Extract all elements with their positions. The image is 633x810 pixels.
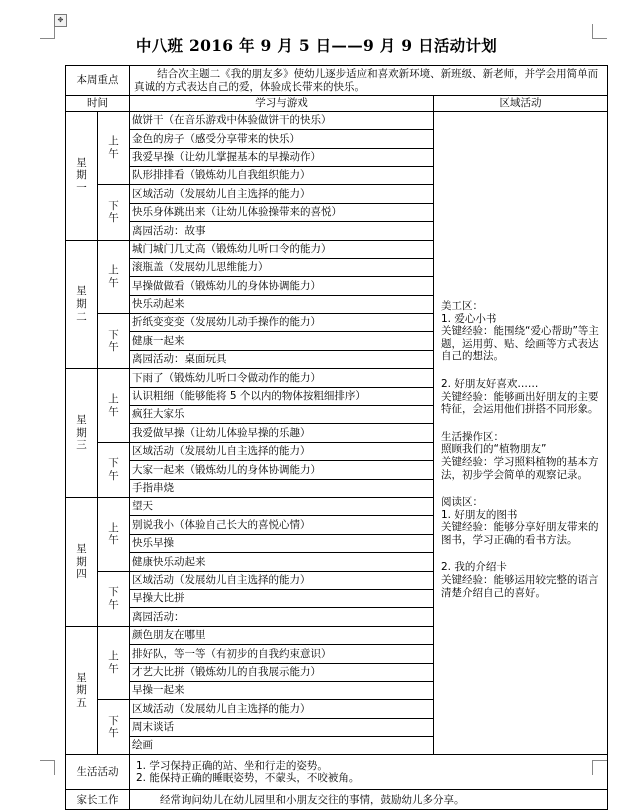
life-text — [130, 755, 608, 790]
header-row — [66, 96, 608, 112]
activity-item: 早操大比拼 — [130, 589, 434, 607]
region-line: 美工区： — [441, 299, 483, 312]
header-study: 学习与游戏 — [130, 96, 434, 112]
activity-item: 离园活动：故事 — [130, 222, 434, 240]
day-label: 星 期 五 — [66, 626, 98, 755]
life-item: 1. 学习保持正确的站、坐和行走的姿势。 — [136, 759, 328, 772]
region-line: 关键经验：学习照料植物的基本方法，初步学会简单的观察记录。 — [441, 455, 599, 481]
region-line: 2. 好朋友好喜欢…… — [441, 377, 539, 390]
activity-item: 滚瓶盖（发展幼儿思维能力） — [130, 258, 434, 276]
morning-label: 上 午 — [98, 369, 130, 443]
activity-item: 我爱做早操（让幼儿体验早操的乐趣） — [130, 424, 434, 442]
activity-item: 做饼干（在音乐游戏中体验做饼干的快乐） — [130, 111, 434, 129]
region-line: 关键经验：能够画出好朋友的主要特征，会运用他们拼搭不同形象。 — [441, 390, 599, 416]
activity-item: 别说我小（体验自己长大的喜悦心情） — [130, 516, 434, 534]
activity-item: 快乐动起来 — [130, 295, 434, 313]
focus-text: 结合次主题二《我的朋友多》使幼儿逐步适应和喜欢新环境、新班级、新老师，并学会用简单而真诚的方式表达自己的爱，体验成长带来的快乐。 — [130, 66, 608, 96]
activity-item: 绘画 — [130, 737, 434, 755]
activity-item: 区域活动（发展幼儿自主选择的能力） — [130, 700, 434, 718]
region-line: 关键经验：能够运用较完整的语言清楚介绍自己的喜好。 — [441, 574, 599, 599]
day-label: 星 期 三 — [66, 369, 98, 498]
day-label: 星 期 二 — [66, 240, 98, 369]
activity-item: 大家一起来（锻炼幼儿的身体协调能力） — [130, 461, 434, 479]
activity-item: 区域活动（发展幼儿自主选择的能力） — [130, 185, 434, 203]
activity-item: 下雨了（锻炼幼儿听口令做动作的能力） — [130, 369, 434, 387]
morning-label: 上 午 — [98, 626, 130, 700]
parent-label: 家长工作 — [66, 790, 130, 810]
activity-item: 快乐早操 — [130, 534, 434, 552]
activity-item: 折纸变变变（发展幼儿动手操作的能力） — [130, 314, 434, 332]
page-corner-mark — [40, 760, 55, 775]
day-label: 星 期 四 — [66, 497, 98, 626]
afternoon-label: 下 午 — [98, 185, 130, 240]
activity-item: 望天 — [130, 497, 434, 515]
activity-item: 健康一起来 — [130, 332, 434, 350]
activity-row — [66, 111, 608, 129]
activity-item: 才艺大比拼（锻炼幼儿的自我展示能力） — [130, 663, 434, 681]
page-title: 中八班 2016 年 9 月 5 日——9 月 9 日活动计划 — [135, 36, 498, 55]
activity-plan-table — [65, 65, 608, 810]
activity-item: 队形排排看（锻炼幼儿自我组织能力） — [130, 166, 434, 184]
table-move-handle-icon[interactable]: ✥ — [54, 14, 67, 27]
region-line: 生活操作区： — [441, 430, 504, 443]
activity-item: 区域活动（发展幼儿自主选择的能力） — [130, 571, 434, 589]
day-label: 星 期 一 — [66, 111, 98, 240]
region-section — [441, 431, 601, 481]
activity-item: 金色的房子（感受分享带来的快乐） — [130, 130, 434, 148]
header-time: 时间 — [66, 96, 130, 112]
activity-item: 周末谈话 — [130, 718, 434, 736]
region-section — [441, 378, 601, 416]
afternoon-label: 下 午 — [98, 314, 130, 369]
parent-row — [66, 790, 608, 810]
activity-item: 早操做做看（锻炼幼儿的身体协调能力） — [130, 277, 434, 295]
activity-item: 颜色朋友在哪里 — [130, 626, 434, 644]
morning-label: 上 午 — [98, 111, 130, 185]
activity-item: 排好队，等一等（有初步的自我约束意识） — [130, 645, 434, 663]
activity-item: 健康快乐动起来 — [130, 553, 434, 571]
region-line: 关键经验：能够分享好朋友带来的图书，学习正确的看书方法。 — [441, 521, 599, 546]
region-line: 关键经验：能围绕“爱心帮助”等主题，运用剪、贴、绘画等方式表达自己的想法。 — [441, 325, 599, 363]
activity-item: 早操一起来 — [130, 681, 434, 699]
afternoon-label: 下 午 — [98, 571, 130, 626]
life-item: 2. 能保持正确的睡眠姿势，不蒙头，不咬被角。 — [136, 772, 360, 785]
life-row — [66, 755, 608, 790]
life-label: 生活活动 — [66, 755, 130, 790]
activity-item: 手指串烧 — [130, 479, 434, 497]
region-line: 1. 好朋友的图书 — [441, 508, 518, 521]
afternoon-label: 下 午 — [98, 700, 130, 755]
activity-item: 快乐身体跳出来（让幼儿体验操带来的喜悦） — [130, 203, 434, 221]
focus-row — [66, 66, 608, 96]
morning-label: 上 午 — [98, 240, 130, 314]
activity-item: 我爱早操（让幼儿掌握基本的早操动作） — [130, 148, 434, 166]
afternoon-label: 下 午 — [98, 442, 130, 497]
region-line: 照顾我们的“植物朋友” — [441, 443, 547, 456]
activity-item: 认识粗细（能够能将 5 个以内的物体按粗细排序） — [130, 387, 434, 405]
parent-text: 经常询问幼儿在幼儿园里和小朋友交往的事情，鼓励幼儿多分享。 — [130, 790, 608, 810]
activity-item: 离园活动： — [130, 608, 434, 626]
activity-item: 区域活动（发展幼儿自主选择的能力） — [130, 442, 434, 460]
region-line: 1. 爱心小书 — [441, 312, 497, 325]
region-activities — [434, 111, 608, 755]
region-section — [441, 496, 601, 546]
region-section — [441, 300, 601, 363]
region-section — [441, 561, 601, 599]
activity-item: 离园活动：桌面玩具 — [130, 350, 434, 368]
focus-label: 本周重点 — [66, 66, 130, 96]
activity-item: 疯狂大家乐 — [130, 406, 434, 424]
region-line: 2. 我的介绍卡 — [441, 561, 507, 574]
header-region: 区域活动 — [434, 96, 608, 112]
activity-item: 城门城门几丈高（锻炼幼儿听口令的能力） — [130, 240, 434, 258]
region-line: 阅读区： — [441, 496, 483, 509]
morning-label: 上 午 — [98, 497, 130, 571]
